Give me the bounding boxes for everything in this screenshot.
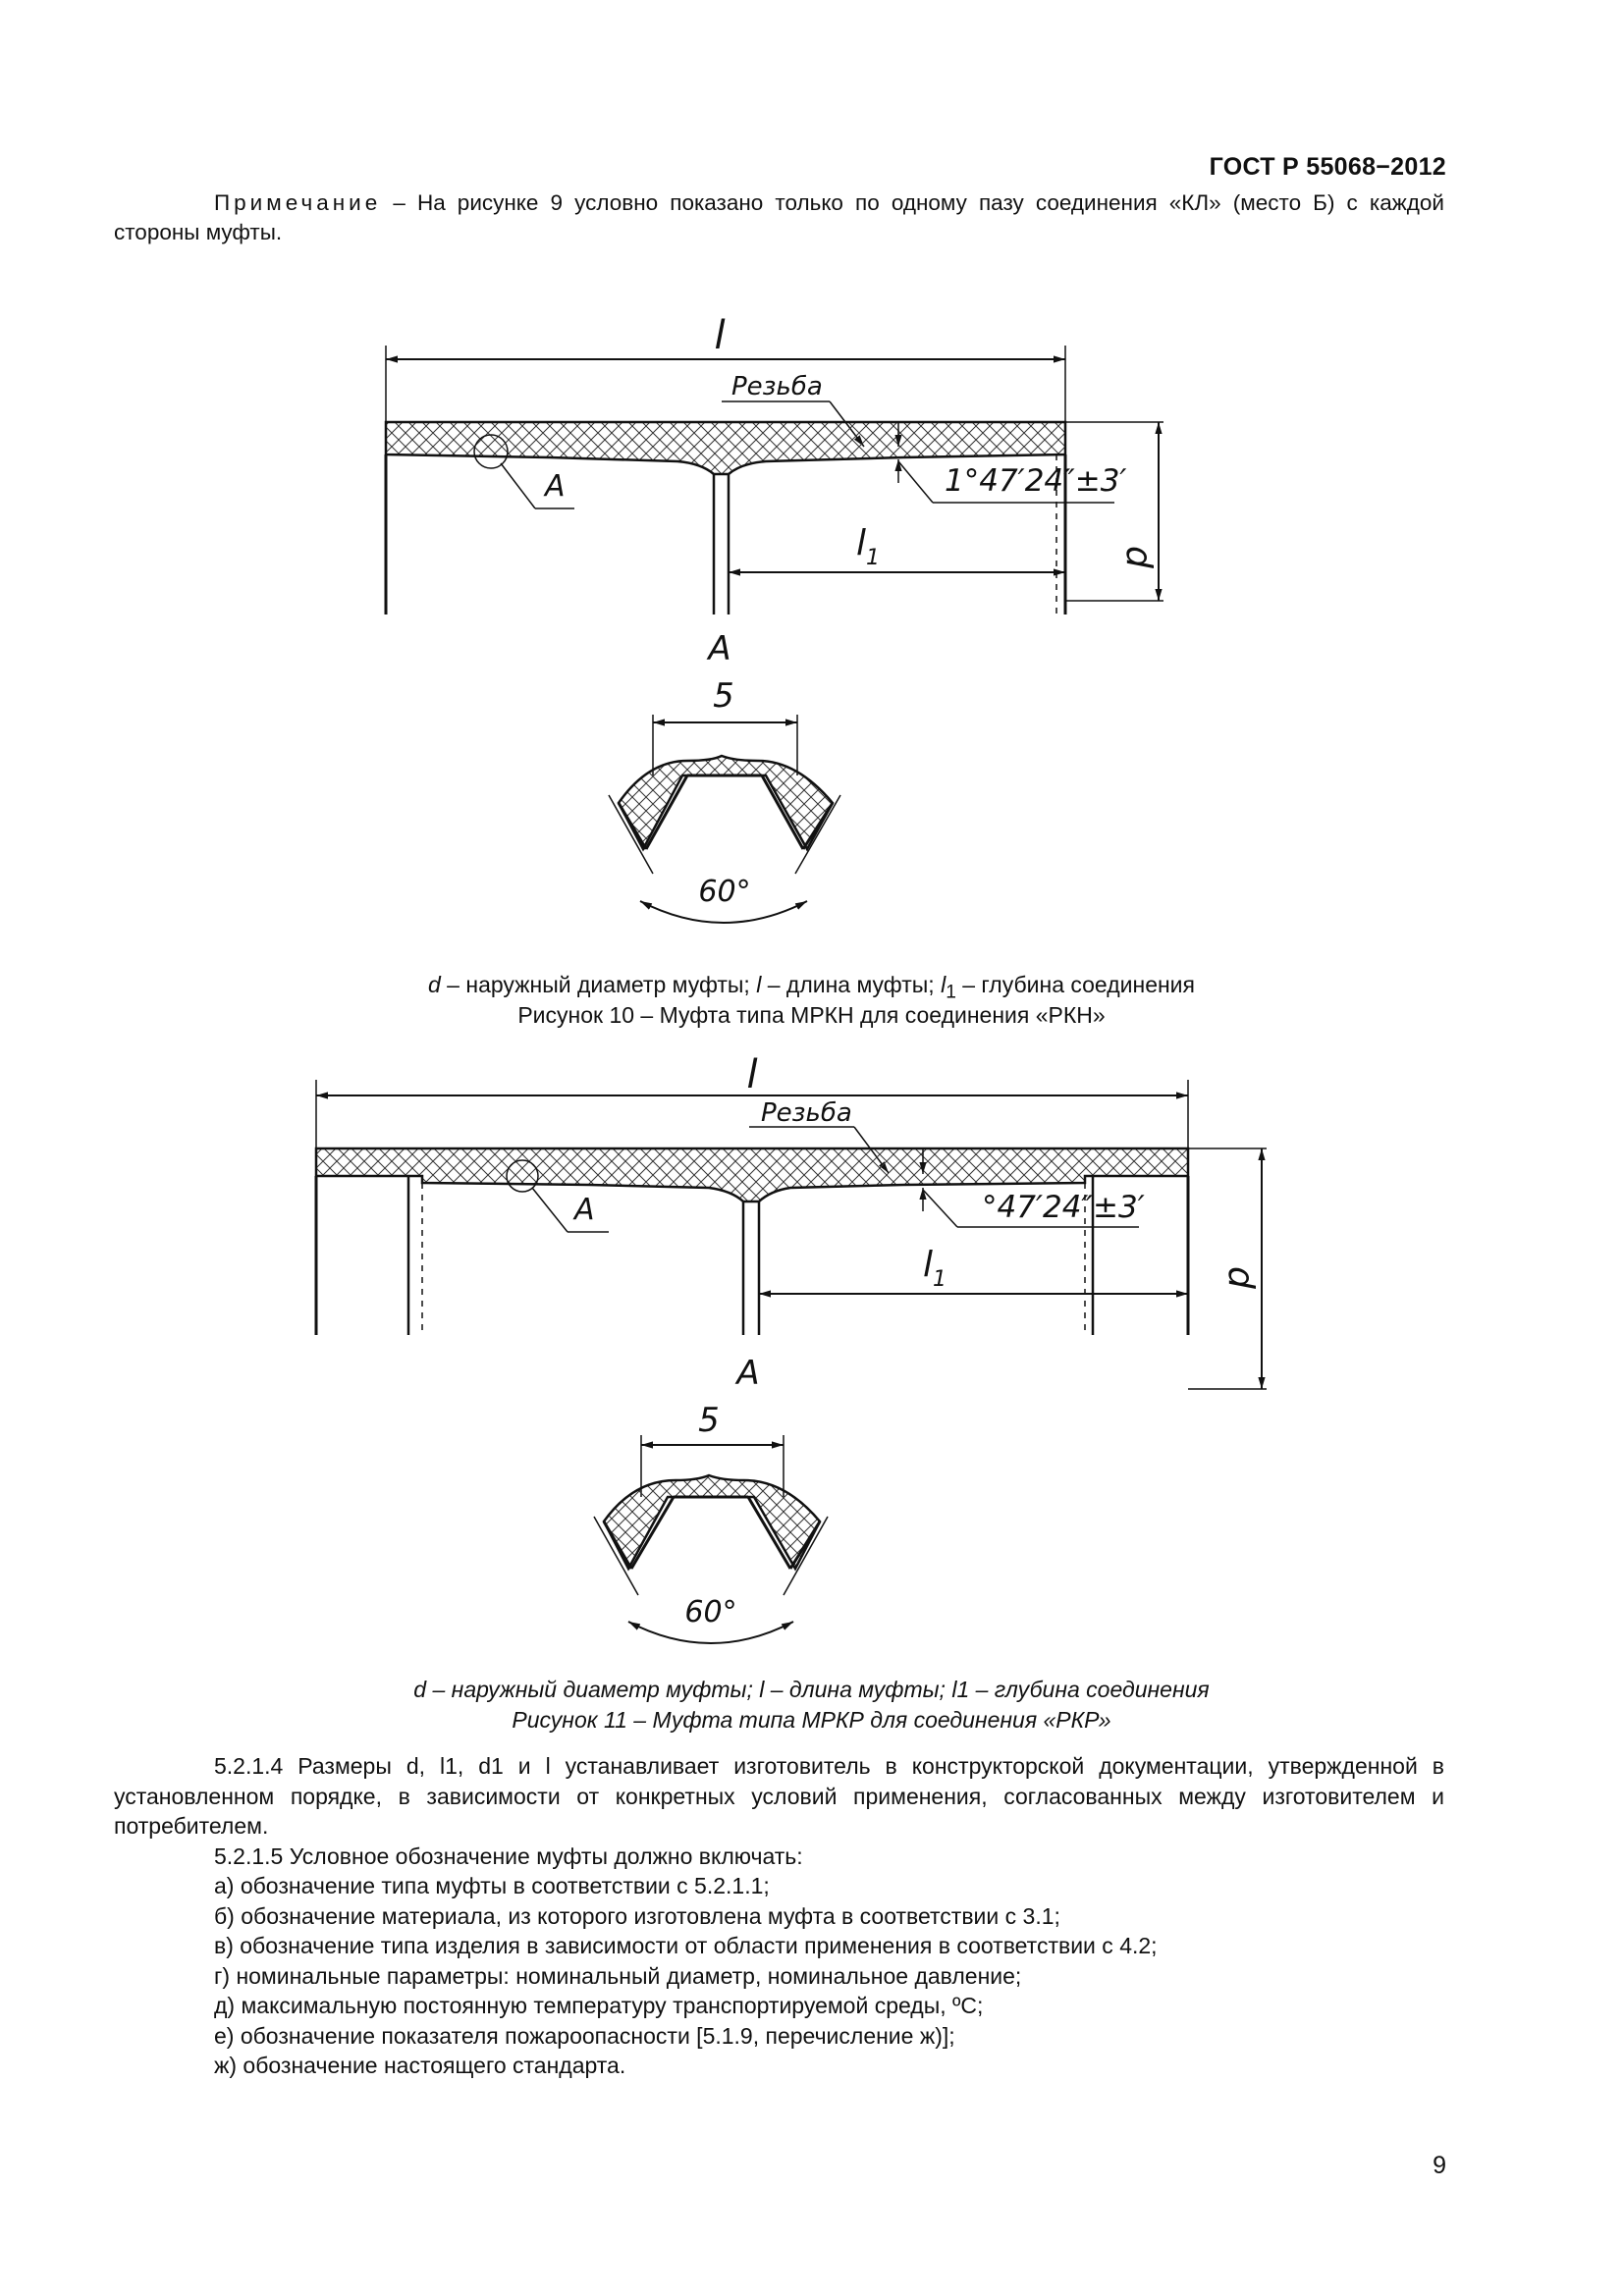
note-lead: Примечание: [214, 190, 382, 215]
figure-10-legend: d – наружный диаметр муфты; l – длина муфты; $l_1$ – глубина соединения: [428, 972, 1195, 1003]
dim-d-label: d: [1118, 546, 1159, 568]
thread-label: Резьба: [761, 1098, 852, 1128]
detail-callout-label: A: [545, 469, 566, 504]
dim-l1-label: $l_1$: [856, 523, 881, 570]
taper-angle-label: 1°47′24″±3′: [945, 463, 1127, 499]
list-item-d: д) максимальную постоянную температуру транспортируемой среды, ºС;: [214, 1993, 984, 2018]
thread-angle-label: 60°: [698, 875, 751, 909]
body-text: [114, 1751, 1444, 2081]
list-item-b: б) обозначение материала, из которого изготовлена муфта в соответствии с 3.1;: [214, 1902, 1060, 1929]
list-item-g: г) номинальные параметры: номинальный диаметр, номинальное давление;: [214, 1962, 1022, 1989]
note-text: – На рисунке 9 условно показано только по одному пазу соединения «КЛ» (место Б) с каждой стороны муфты.: [114, 190, 1444, 244]
paragraph-5-2-1-5: 5.2.1.5 Условное обозначение муфты должно включать:: [214, 1842, 803, 1869]
list-item-a: а) обозначение типа муфты в соответствии с 5.2.1.1;: [214, 1873, 770, 1898]
figure-11-legend: d – наружный диаметр муфты; l – длина муфты; l1 – глубина соединения: [413, 1677, 1210, 1702]
paragraph-5-2-1-4: 5.2.1.4 Размеры d, l1, d1 и l устанавливает изготовитель в конструкторской документации, утвержденной в установленном порядке, в зависимости от конкретных условий применения, согласованных между изготовителем и потребителем.: [114, 1753, 1444, 1839]
view-a-label: A: [736, 1354, 760, 1393]
dim-d-label: d: [1220, 1266, 1261, 1289]
list-item-zh: ж) обозначение настоящего стандарта.: [214, 2053, 626, 2078]
thread-label: Резьба: [731, 372, 823, 401]
view-a-label: A: [708, 629, 731, 668]
list-item-e: е) обозначение показателя пожароопасности [5.1.9, перечисление ж)];: [214, 2022, 955, 2049]
figure-10-drawing: [0, 294, 1623, 962]
list-item-v: в) обозначение типа изделия в зависимости от области применения в соответствии с 4.2;: [214, 1933, 1158, 1958]
dim-l-label: l: [714, 313, 726, 358]
thread-profile: [619, 756, 833, 849]
detail-callout-label: A: [574, 1193, 595, 1227]
figure-note: [114, 188, 1444, 247]
thread-pitch-label: 5: [698, 1401, 720, 1440]
dim-l-label: l: [746, 1052, 758, 1097]
figure-10-caption: Рисунок 10 – Муфта типа МРКН для соединения «РКН»: [517, 1002, 1106, 1028]
figure-11-drawing: [0, 1041, 1623, 1669]
dim-l1-label: $l_1$: [923, 1245, 947, 1292]
taper-angle-label: °47′24″±3′: [982, 1190, 1145, 1225]
document-header: ГОСТ Р 55068−2012: [1209, 153, 1446, 181]
thread-pitch-label: 5: [713, 676, 734, 716]
thread-profile: [604, 1475, 820, 1569]
page-number: 9: [1433, 2152, 1446, 2179]
figure-11-caption: Рисунок 11 – Муфта типа МРКР для соединения «РКР»: [512, 1707, 1111, 1733]
thread-angle-label: 60°: [684, 1595, 737, 1629]
